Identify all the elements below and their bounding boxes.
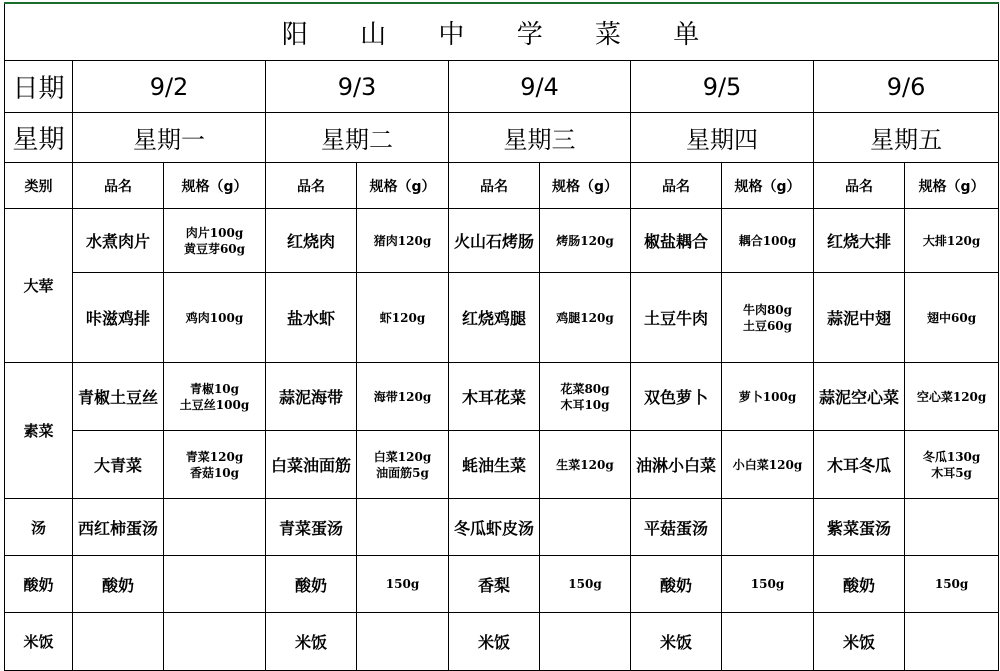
dish-name-cell <box>73 613 164 671</box>
dish-name-cell: 双色萝卜 <box>631 363 722 431</box>
spec-cell <box>722 209 814 273</box>
soup-row <box>5 499 999 556</box>
dish-name-cell: 椒盐耦合 <box>631 209 722 273</box>
weekday-cell: 星期三 <box>449 113 631 163</box>
weekday-cell: 星期四 <box>631 113 814 163</box>
menu-title: 阳 山 中 学 菜 单 <box>5 3 999 61</box>
rice-row <box>5 613 999 671</box>
spec-cell <box>540 556 631 613</box>
dish-name-header: 品名 <box>814 163 905 209</box>
dish-name-cell: 红烧肉 <box>266 209 357 273</box>
dish-name-cell: 咔滋鸡排 <box>73 273 164 363</box>
spec-cell <box>164 556 266 613</box>
spec-line: 白菜120g <box>373 449 432 464</box>
spec-cell <box>905 363 999 431</box>
date-cell: 9/2 <box>73 61 266 113</box>
dish-name-cell: 米饭 <box>814 613 905 671</box>
date-cell: 9/6 <box>814 61 999 113</box>
spec-line: 青菜120g <box>185 449 244 464</box>
category-header-label: 类别 <box>5 163 73 209</box>
spec-line: 空心菜120g <box>916 389 987 404</box>
spec-line: 150g <box>750 577 785 591</box>
spec-cell <box>357 273 449 363</box>
dish-name-cell: 蒜泥海带 <box>266 363 357 431</box>
spec-cell <box>905 613 999 671</box>
meat-row <box>5 209 999 273</box>
dish-name-cell: 蚝油生菜 <box>449 431 540 499</box>
dish-name-cell: 火山石烤肠 <box>449 209 540 273</box>
category-veg-label: 素菜 <box>5 363 73 499</box>
category-soup-label: 汤 <box>5 499 73 556</box>
spec-cell <box>164 499 266 556</box>
spec-cell <box>905 209 999 273</box>
spec-line: 猪肉120g <box>373 233 432 248</box>
dish-name-cell: 香梨 <box>449 556 540 613</box>
spec-cell <box>357 363 449 431</box>
spec-cell <box>540 209 631 273</box>
spec-cell <box>357 499 449 556</box>
category-meat-label: 大荤 <box>5 209 73 363</box>
spec-cell <box>164 209 266 273</box>
category-rice-label: 米饭 <box>5 613 73 671</box>
weekday-cell: 星期一 <box>73 113 266 163</box>
dish-name-cell: 青菜蛋汤 <box>266 499 357 556</box>
spec-cell <box>905 499 999 556</box>
spec-cell <box>357 209 449 273</box>
spec-cell <box>905 556 999 613</box>
dish-name-cell: 米饭 <box>449 613 540 671</box>
spec-cell <box>905 273 999 363</box>
dish-name-cell: 酸奶 <box>631 556 722 613</box>
spec-cell <box>164 273 266 363</box>
spec-header: 规格（g） <box>722 163 814 209</box>
spec-cell <box>164 431 266 499</box>
dish-name-cell: 水煮肉片 <box>73 209 164 273</box>
dish-name-cell: 酸奶 <box>73 556 164 613</box>
weekday-cell: 星期五 <box>814 113 999 163</box>
spec-line: 烤肠120g <box>556 233 614 248</box>
dish-name-cell: 木耳花菜 <box>449 363 540 431</box>
spec-line: 木耳10g <box>560 397 610 412</box>
date-row-label: 日期 <box>5 61 73 113</box>
spec-line: 油面筋5g <box>376 465 429 480</box>
spec-line: 香菇10g <box>189 465 240 480</box>
yogurt-row <box>5 556 999 613</box>
category-yogurt-label: 酸奶 <box>5 556 73 613</box>
dish-name-cell: 大青菜 <box>73 431 164 499</box>
dish-name-cell: 酸奶 <box>814 556 905 613</box>
spec-cell <box>357 613 449 671</box>
dish-name-cell: 紫菜蛋汤 <box>814 499 905 556</box>
spec-line: 150g <box>568 577 602 591</box>
dish-name-cell: 酸奶 <box>266 556 357 613</box>
menu-table <box>4 2 999 671</box>
dish-name-cell: 油淋小白菜 <box>631 431 722 499</box>
dish-name-cell: 红烧大排 <box>814 209 905 273</box>
dish-name-cell: 冬瓜虾皮汤 <box>449 499 540 556</box>
spec-line: 150g <box>934 577 969 591</box>
spec-header: 规格（g） <box>164 163 266 209</box>
dish-name-cell: 蒜泥中翅 <box>814 273 905 363</box>
spec-line: 萝卜100g <box>738 389 797 404</box>
dish-name-cell: 米饭 <box>631 613 722 671</box>
veg-row <box>5 363 999 431</box>
spec-cell <box>540 363 631 431</box>
spec-cell <box>164 613 266 671</box>
spec-cell <box>540 273 631 363</box>
dish-name-cell: 盐水虾 <box>266 273 357 363</box>
dish-name-cell: 西红柿蛋汤 <box>73 499 164 556</box>
dish-name-cell: 白菜油面筋 <box>266 431 357 499</box>
dish-name-cell: 红烧鸡腿 <box>449 273 540 363</box>
weekday-cell: 星期二 <box>266 113 449 163</box>
veg-row <box>5 431 999 499</box>
spec-cell <box>722 499 814 556</box>
spec-cell <box>357 431 449 499</box>
spec-line: 翅中60g <box>927 310 977 325</box>
date-cell: 9/5 <box>631 61 814 113</box>
spec-cell <box>722 556 814 613</box>
dish-name-header: 品名 <box>631 163 722 209</box>
spec-cell <box>540 431 631 499</box>
spec-line: 鸡腿120g <box>556 310 614 325</box>
spec-line: 海带120g <box>373 389 432 404</box>
spec-cell <box>722 431 814 499</box>
spec-cell <box>722 613 814 671</box>
weekday-row-label: 星期 <box>5 113 73 163</box>
spec-line: 小白菜120g <box>732 457 803 472</box>
spec-header: 规格（g） <box>357 163 449 209</box>
spec-cell <box>540 499 631 556</box>
dish-name-header: 品名 <box>266 163 357 209</box>
dish-name-cell: 蒜泥空心菜 <box>814 363 905 431</box>
spec-cell <box>722 363 814 431</box>
spec-line: 牛肉80g <box>742 302 793 317</box>
spec-line: 土豆60g <box>742 318 793 333</box>
spec-line: 虾120g <box>379 310 426 325</box>
dish-name-header: 品名 <box>73 163 164 209</box>
dish-name-cell: 木耳冬瓜 <box>814 431 905 499</box>
spec-cell <box>357 556 449 613</box>
spec-cell <box>722 273 814 363</box>
spec-line: 木耳5g <box>931 465 972 480</box>
spec-line: 大排120g <box>922 233 981 248</box>
dish-name-cell: 青椒土豆丝 <box>73 363 164 431</box>
date-cell: 9/4 <box>449 61 631 113</box>
spec-line: 耦合100g <box>738 233 797 248</box>
dish-name-cell: 平菇蛋汤 <box>631 499 722 556</box>
spec-line: 肉片100g <box>185 225 244 240</box>
spec-header: 规格（g） <box>905 163 999 209</box>
spec-cell <box>164 363 266 431</box>
spec-cell <box>540 613 631 671</box>
date-cell: 9/3 <box>266 61 449 113</box>
dish-name-cell: 米饭 <box>266 613 357 671</box>
spec-line: 黄豆芽60g <box>183 241 246 256</box>
spec-line: 土豆丝100g <box>179 397 250 412</box>
spec-line: 青椒10g <box>189 381 240 396</box>
spec-line: 鸡肉100g <box>185 310 244 325</box>
spec-cell <box>905 431 999 499</box>
dish-name-cell: 土豆牛肉 <box>631 273 722 363</box>
spec-line: 生菜120g <box>556 457 614 472</box>
spec-line: 150g <box>385 577 420 591</box>
spec-line: 花菜80g <box>560 381 610 396</box>
meat-row <box>5 273 999 363</box>
dish-name-header: 品名 <box>449 163 540 209</box>
spec-line: 冬瓜130g <box>922 449 981 464</box>
spec-header: 规格（g） <box>540 163 631 209</box>
